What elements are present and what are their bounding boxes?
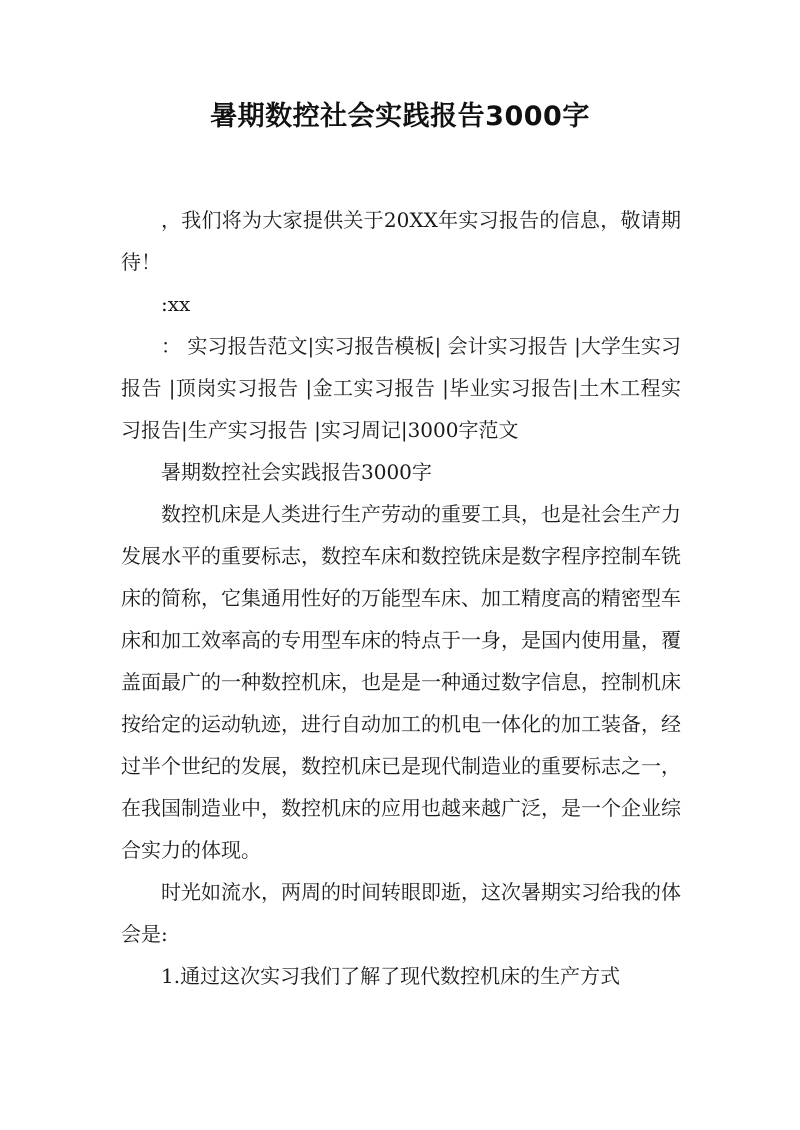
source-line: :xx	[161, 292, 191, 316]
body-paragraph: 时光如流水，两周的时间转眼即逝，这次暑期实习给我的体会是:	[121, 880, 681, 946]
subtitle-paragraph: 暑期数控社会实践报告3000字	[161, 460, 432, 484]
list-item: 1.通过这次实习我们了解了现代数控机床的生产方式	[161, 964, 621, 988]
document-title: 暑期数控社会实践报告3000字	[210, 101, 590, 132]
document-body	[121, 199, 681, 997]
body-paragraph: 数控机床是人类进行生产劳动的重要工具，也是社会生产力发展水平的重要标志，数控车床和数控铣床是数字程序控制车铣床的简称，它集通用性好的万能型车床、加工精度高的精密型车床和加工效率高的专用型车床的特点于一身，是国内使用量，覆盖面最广的一种数控机床，也是是一种通过数字信息，控制机床按给定的运动轨迹，进行自动加工的机电一体化的加工装备，经过半个世纪的发展，数控机床已是现代制造业的重要标志之一，在我国制造业中，数控机床的应用也越来越广泛，是一个企业综合实力的体现。	[121, 502, 681, 862]
related-topics-paragraph: ： 实习报告范文|实习报告模板| 会计实习报告 |大学生实习报告 |顶岗实习报告 |金工实习报告 |毕业实习报告|土木工程实习报告|生产实习报告 |实习周记|3000字范文	[121, 334, 681, 442]
intro-paragraph: ，我们将为大家提供关于20XX年实习报告的信息，敬请期待！	[121, 208, 681, 274]
